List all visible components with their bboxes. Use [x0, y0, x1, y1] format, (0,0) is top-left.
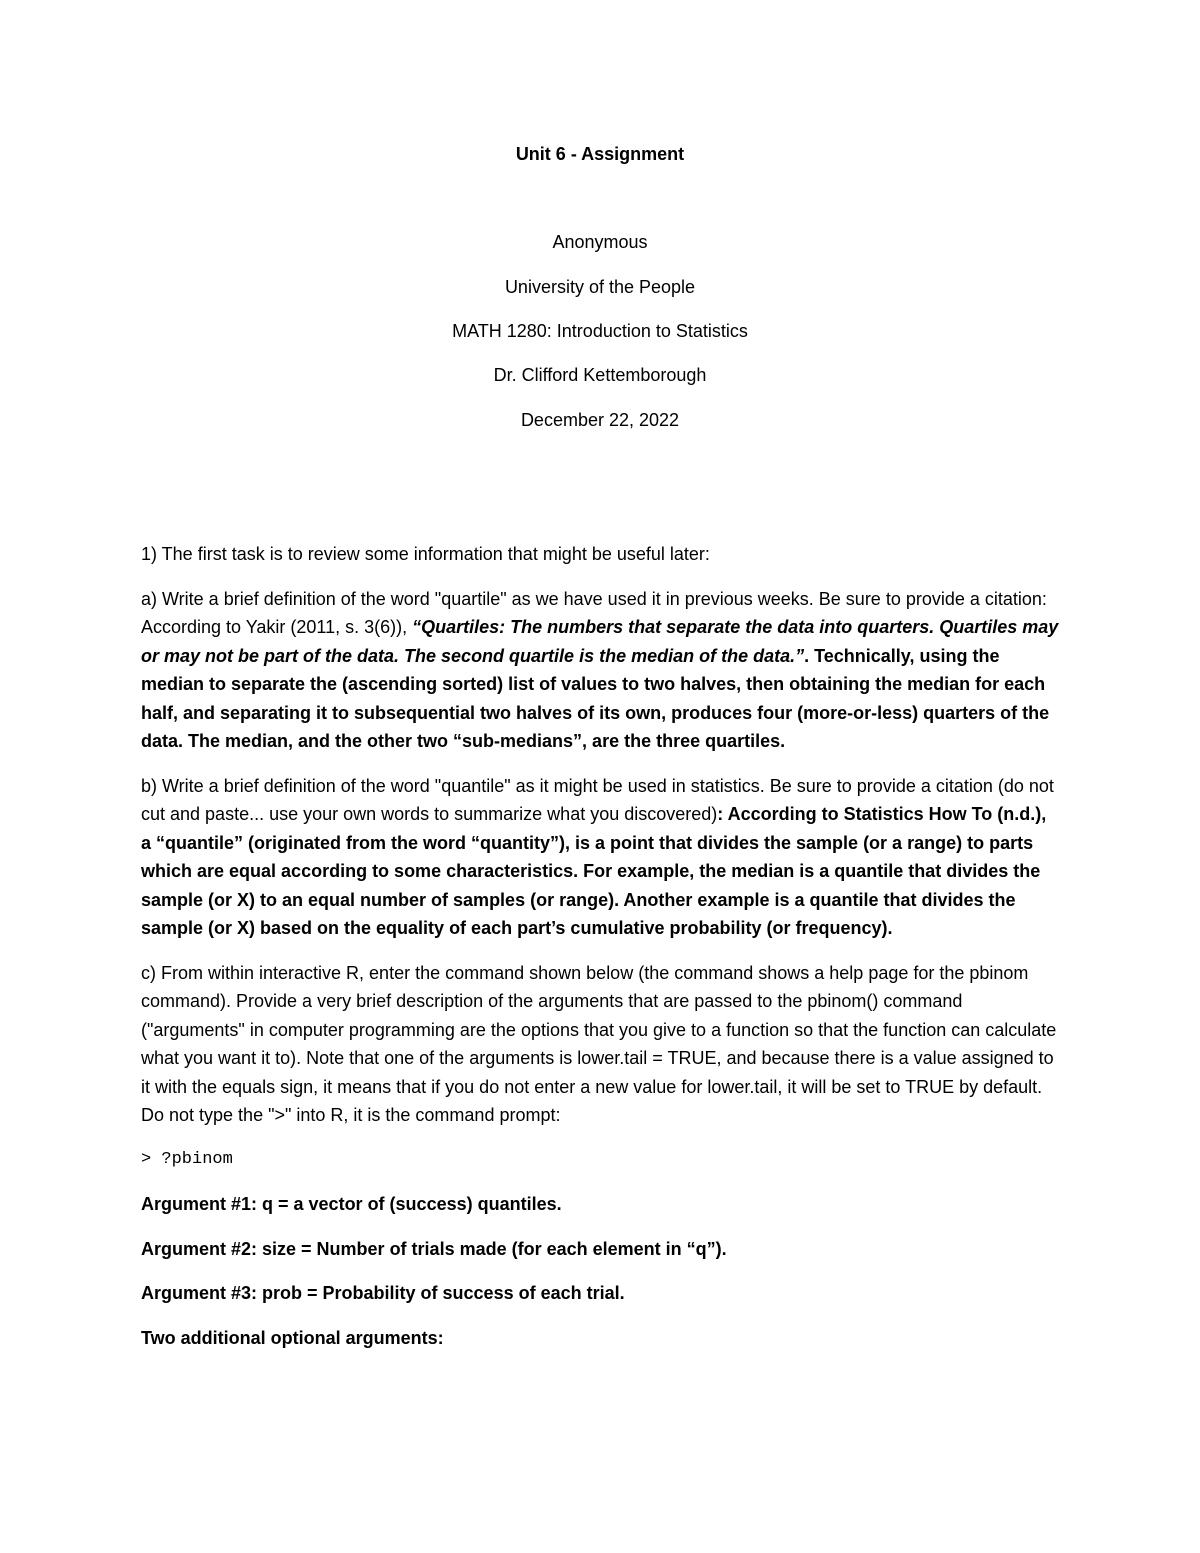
task-a-paragraph: [141, 585, 1061, 756]
r-command: > ?pbinom: [141, 1149, 233, 1169]
argument-3: Argument #3: prob = Probability of success of each trial.: [141, 1283, 625, 1303]
document-body: [141, 540, 1061, 1368]
task-b-prompt: b) Write a brief definition of the word "quantile" as it might be used in statistics. Be sure to provide a citation (do not cut and paste... use your own words to summarize what you discovered): [141, 775, 1054, 824]
task-a-quote: “Quartiles: The numbers that separate the data into quarters. Quartiles may or may not be part of the data. The second quartile is the median of the data.”: [141, 617, 1059, 666]
task-b-paragraph: [141, 772, 1061, 943]
task-a-prompt: a) Write a brief definition of the word "quartile" as we have used it in previous weeks. Be sure to provide a citation: According to Yakir (2011, s. 3(6)),: [141, 588, 1047, 637]
argument-1: Argument #1: q = a vector of (success) quantiles.: [141, 1194, 562, 1214]
task-intro: 1) The first task is to review some information that might be useful later:: [141, 544, 710, 564]
task-b-answer: : According to Statistics How To (n.d.), a “quantile” (originated from the word “quantity”), is a point that divides the sample (or a range) to parts which are equal according to some characteristics. For example, the median is a quantile that divides the sample (or X) to an equal number of samples (or range). Another example is a quantile that divides the sample (or X) based on the equality of each part’s cumulative probability (or frequency).: [141, 804, 1047, 938]
optional-arguments-heading: Two additional optional arguments:: [141, 1327, 444, 1348]
document-title: Unit 6 - Assignment: [515, 144, 685, 164]
task-c-prompt: c) From within interactive R, enter the command shown below (the command shows a help page for the pbinom command). Provide a very brief description of the arguments that are passed to the pbinom() command ("arguments" in computer programming are the options that you give to a function so that the function can calculate what you want it to). Note that one of the arguments is lower.tail = TRUE, and because there is a value assigned to it with the equals sign, it means that if you do not enter a new value for lower.tail, it will be set to TRUE by default. Do not type the ">" into R, it is the command prompt:: [141, 962, 1057, 1125]
author-name: Anonymous: [552, 232, 648, 252]
course-name: MATH 1280: Introduction to Statistics: [452, 321, 748, 341]
submission-date: December 22, 2022: [520, 410, 680, 430]
institution-name: University of the People: [504, 277, 696, 297]
instructor-name: Dr. Clifford Kettemborough: [493, 365, 707, 385]
argument-2: Argument #2: size = Number of trials made (for each element in “q”).: [141, 1238, 727, 1259]
task-a-answer: . Technically, using the median to separate the (ascending sorted) list of values to two halves, then obtaining the median for each half, and separating it to subsequential two halves of its own, produces four (more-or-less) quarters of the data. The median, and the other two “sub-medians”, are the three quartiles.: [141, 645, 1050, 751]
